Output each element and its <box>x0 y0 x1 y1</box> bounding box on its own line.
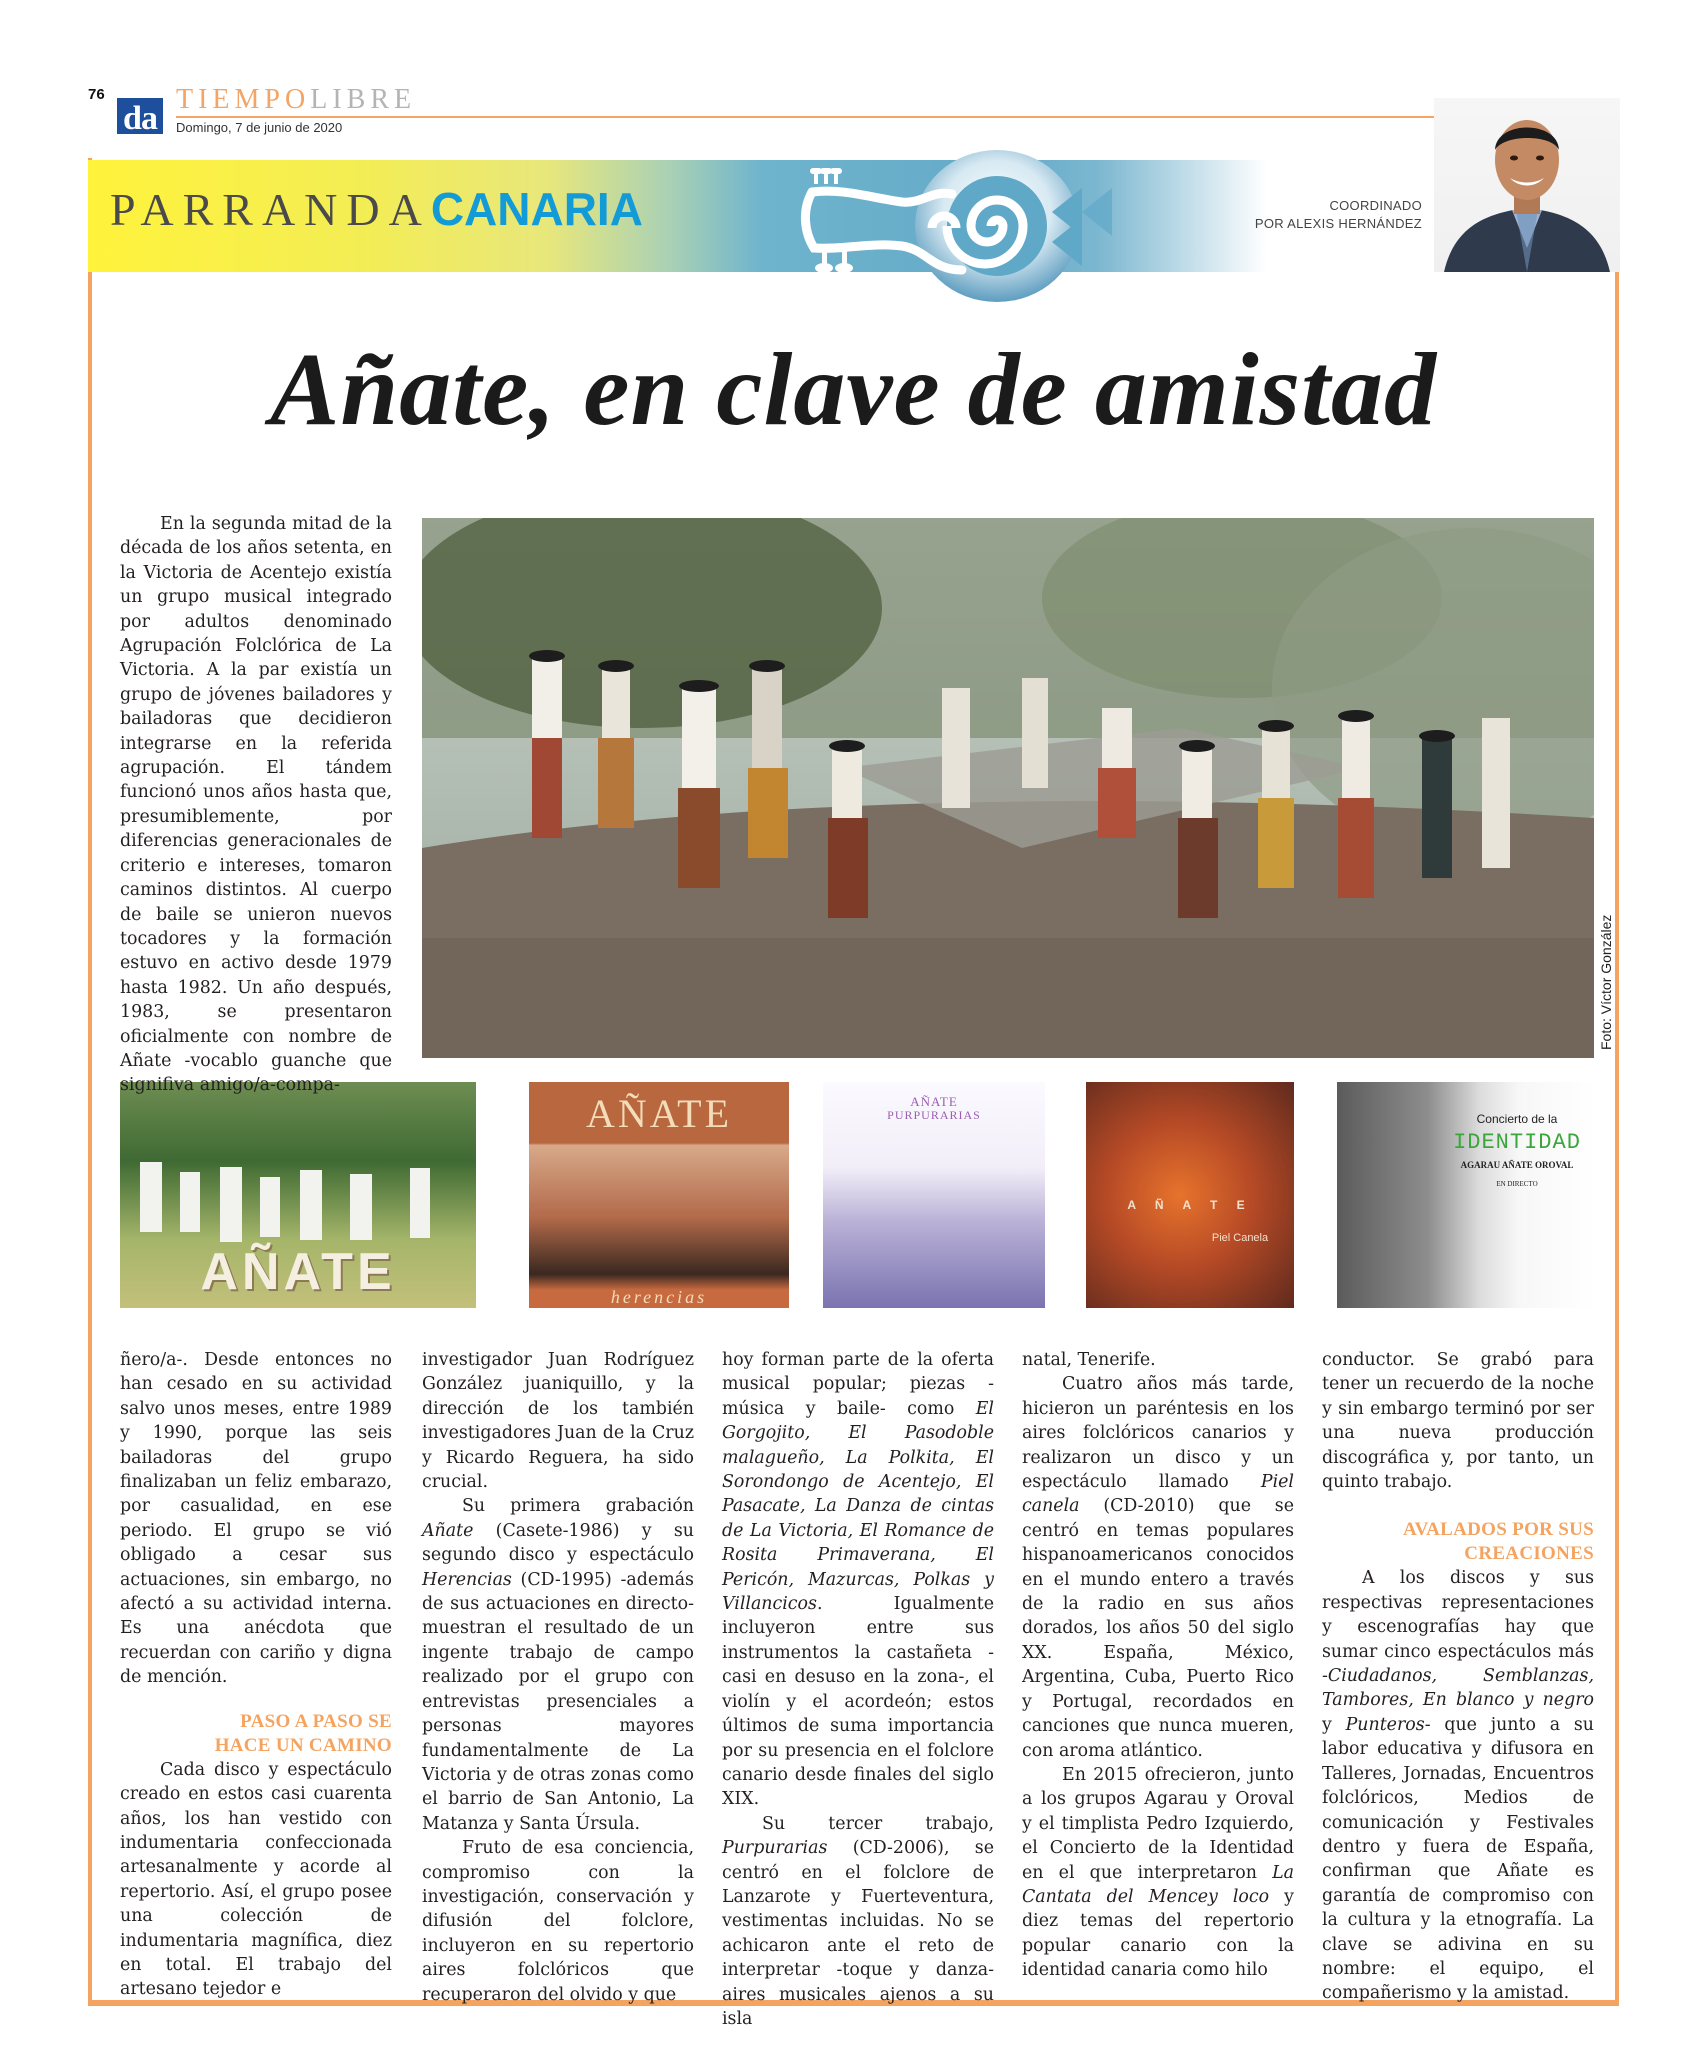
text-run: - que junto a su labor educativa y difusora en Talleres, Jornadas, Encuentros folclóricos, Medios de comunicación y Festivales dentro y fuera de España, confirman que Añate es garantía de compromiso con la cultura y la etnografía. La clave se adivina en su nombre: el equipo, el compañerismo y la amistad. <box>1322 1714 1594 2004</box>
cover-line4: EN DIRECTO <box>1496 1180 1538 1188</box>
paragraph <box>1022 1372 1294 1763</box>
album-title: Piel canela <box>1022 1472 1294 1517</box>
text-run: (CD-2010) que se centró en temas populares hispanoamericanos conocidos en el mundo entero a través de la radio en sus años dorados, los años 50 del siglo XX. España, México, Argentina, Cuba, Puerto Rico y Portugal, recordados en canciones que nunca mueren, con aroma atlántico. <box>1022 1496 1294 1761</box>
subheading-line: AVALADOS POR SUS <box>1403 1519 1594 1541</box>
paragraph <box>722 1812 994 2032</box>
text-run: Cuatro años más tarde, hicieron un paréntesis en los aires folclóricos canarios y realizaron un disco y un espectáculo llamado <box>1022 1374 1294 1493</box>
main-photo-folk-dance <box>422 518 1594 1058</box>
section-title <box>176 86 416 114</box>
paragraph: ñero/a-. Desde entonces no han cesado en su actividad salvo unos meses, entre 1989 y 1990, porque las seis bailadoras del grupo finalizaban un feliz embarazo, por casualidad, en ese periodo. El grupo se vió obligado a cesar sus actuaciones, sin embargo, no afectó a su actividad interna. Es una anécdota que recuerdan con cariño y digna de mención. <box>120 1350 392 1688</box>
album-cover-piel-canela <box>1086 1082 1294 1308</box>
work-title: La Cantata del Mencey loco <box>1022 1862 1294 1907</box>
article-intro-column <box>120 512 392 1098</box>
cover-title: AÑATE <box>200 1243 396 1301</box>
album-cover-concierto-identidad <box>1337 1082 1596 1308</box>
song-titles: El Gorgojito, El Pasodoble malagueño, La Polkita, El Sorondongo de Acentejo, El Pasacate, La Danza de cintas de La Victoria, El Romance de Rosita Primaverana, El Pericón, Mazurcas, Polkas y Villancicos <box>722 1398 994 1615</box>
article-column-1 <box>120 1348 392 2002</box>
cover-title: AÑATE <box>585 1091 733 1136</box>
cover-subtitle: Piel Canela <box>1211 1232 1269 1244</box>
header-divider <box>176 116 1619 118</box>
da-logo: da <box>117 98 163 134</box>
publication-date: Domingo, 7 de junio de 2020 <box>176 120 343 135</box>
intro-paragraph: En la segunda mitad de la década de los años setenta, en la Victoria de Acentejo existía un grupo musical integrado por adultos denominado Agrupación Folclórica de La Victoria. A la par existía un grupo de jóvenes bailadores y bailadoras que decidieron integrarse en la referida agrupación. El tándem funcionó unos años hasta que, presumiblemente, por diferencias generacionales de criterio e intereses, tomaron caminos distintos. Al cuerpo de baile se unieron nuevos tocadores y la formación estuvo en activo desde 1979 hasta 1982. Un año después, 1983, se presentaron oficialmente con nombre de Añate -vocablo guanche que signifiva amigo/a-compa- <box>120 514 392 1096</box>
author-portrait-image <box>1434 98 1620 272</box>
page-number: 76 <box>88 86 105 103</box>
cover-title: AÑATE <box>910 1094 958 1109</box>
text-run: . Igualmente incluyeron entre sus instrumentos la castañeta -casi en desuso en la zona-, el violín y el acordeón; estos últimos de suma importancia por su presencia en el folclore canario desde finales del siglo XIX. <box>722 1594 994 1810</box>
text-run: A los discos y sus respectivas representaciones y escenografías hay que sumar cinco espectáculos más - <box>1322 1568 1594 1687</box>
article-column-2 <box>422 1348 694 2007</box>
album-title: Herencias <box>422 1569 512 1590</box>
article-headline: Añate, en clave de amistad <box>270 332 1437 447</box>
show-title: Punteros <box>1345 1714 1425 1735</box>
paragraph: natal, Tenerife. <box>1022 1350 1156 1370</box>
show-titles: Ciudadanos, Semblanzas, Tambores, En blanco y negro <box>1322 1666 1594 1711</box>
timple-guitar-spiral-icon <box>752 150 1152 302</box>
paragraph: investigador Juan Rodríguez González juaniquillo, y la dirección de los también investigadores Juan de la Cruz y Ricardo Reguera, ha sido crucial. <box>422 1350 694 1493</box>
coordinator-credit <box>1150 197 1422 233</box>
paragraph: Fruto de esa conciencia, compromiso con la investigación, conservación y difusión del folclore, incluyeron en su repertorio aires folclóricos que recuperaron del olvido y que <box>422 1838 694 2005</box>
coordinator-line2: POR ALEXIS HERNÁNDEZ <box>1254 216 1422 231</box>
paragraph <box>1022 1763 1294 1983</box>
album-cover-anate-1986 <box>120 1082 476 1308</box>
article-column-3 <box>722 1348 994 2031</box>
album-title: Añate <box>422 1520 474 1541</box>
cover-subtitle: PURPURARIAS <box>887 1108 981 1122</box>
section-title-libre: LIBRE <box>310 84 417 115</box>
cover-subtitle: IDENTIDAD <box>1453 1130 1581 1155</box>
coordinator-line1: COORDINADO <box>1329 198 1422 213</box>
paragraph <box>1322 1566 1594 2005</box>
cover-line3: AGARAU AÑATE OROVAL <box>1460 1160 1574 1170</box>
album-title: Purpurarias <box>722 1838 828 1859</box>
subheading-avalados <box>1322 1518 1594 1566</box>
text-run: (CD-1995) -además de sus actuaciones en directo- muestran el resultado de un ingente trabajo de campo realizado por el grupo con entrevistas presenciales a personas mayores fundamentalmente de La Victoria y de otras zonas como el barrio de San Antonio, La Matanza y Santa Úrsula. <box>422 1569 694 1834</box>
photo-credit: Foto: Víctor González <box>1598 914 1614 1050</box>
banner-title <box>110 183 643 235</box>
banner-title-canaria: CANARIA <box>430 183 643 235</box>
text-run: y <box>1322 1714 1346 1735</box>
album-cover-herencias <box>529 1082 789 1308</box>
album-cover-purpurarias <box>823 1082 1045 1308</box>
subheading-paso-a-paso <box>120 1710 392 1758</box>
paragraph <box>422 1494 694 1836</box>
album-covers-strip <box>120 1082 1596 1308</box>
section-title-tiempo: TIEMPO <box>176 84 311 115</box>
text-run: (CD-2006), se centró en el folclore de Lanzarote y Fuerteventura, vestimentas incluidas. No se achicaron ante el reto de interpretar -toque y danza- aires musicales ajenos a su isla <box>722 1838 994 2029</box>
banner-title-parranda: PARRANDA <box>110 184 431 235</box>
text-run: hoy forman parte de la oferta musical popular; piezas -música y baile- como <box>722 1350 994 1419</box>
author-portrait <box>1434 98 1620 272</box>
paragraph: Cada disco y espectáculo creado en estos casi cuarenta años, los han vestido con indumentaria confeccionada artesanalmente y acorde al repertorio. Así, el grupo posee una colección de indumentaria magnífica, diez en total. El trabajo del artesano tejedor e <box>120 1759 392 2000</box>
text-run: (Casete-1986) y su segundo disco y espectáculo <box>422 1520 694 1566</box>
text-run: En 2015 ofrecieron, junto a los grupos Agarau y Oroval y el timplista Pedro Izquierdo, el Concierto de la Identidad en el que interpretaron <box>1022 1764 1294 1883</box>
article-column-5 <box>1322 1348 1594 2006</box>
subheading-line: CREACIONES <box>1464 1543 1594 1565</box>
paragraph: conductor. Se grabó para tener un recuerdo de la noche y sin embargo terminó por ser una nueva producción discográfica y, por tanto, un quinto trabajo. <box>1322 1350 1594 1493</box>
cover-title: A Ñ A T E <box>1127 1198 1253 1212</box>
subheading-line: HACE UN CAMINO <box>214 1734 392 1756</box>
cover-subtitle: herencias <box>610 1287 708 1307</box>
text-run: Su tercer trabajo, <box>762 1813 994 1834</box>
paragraph <box>722 1348 994 1812</box>
article-column-4 <box>1022 1348 1294 1983</box>
subheading-line: PASO A PASO SE <box>240 1710 392 1732</box>
text-run: y diez temas del repertorio popular canario con la identidad canaria como hilo <box>1022 1886 1294 1981</box>
cover-title: Concierto de la <box>1476 1112 1558 1126</box>
text-run: Su primera grabación <box>462 1496 694 1517</box>
